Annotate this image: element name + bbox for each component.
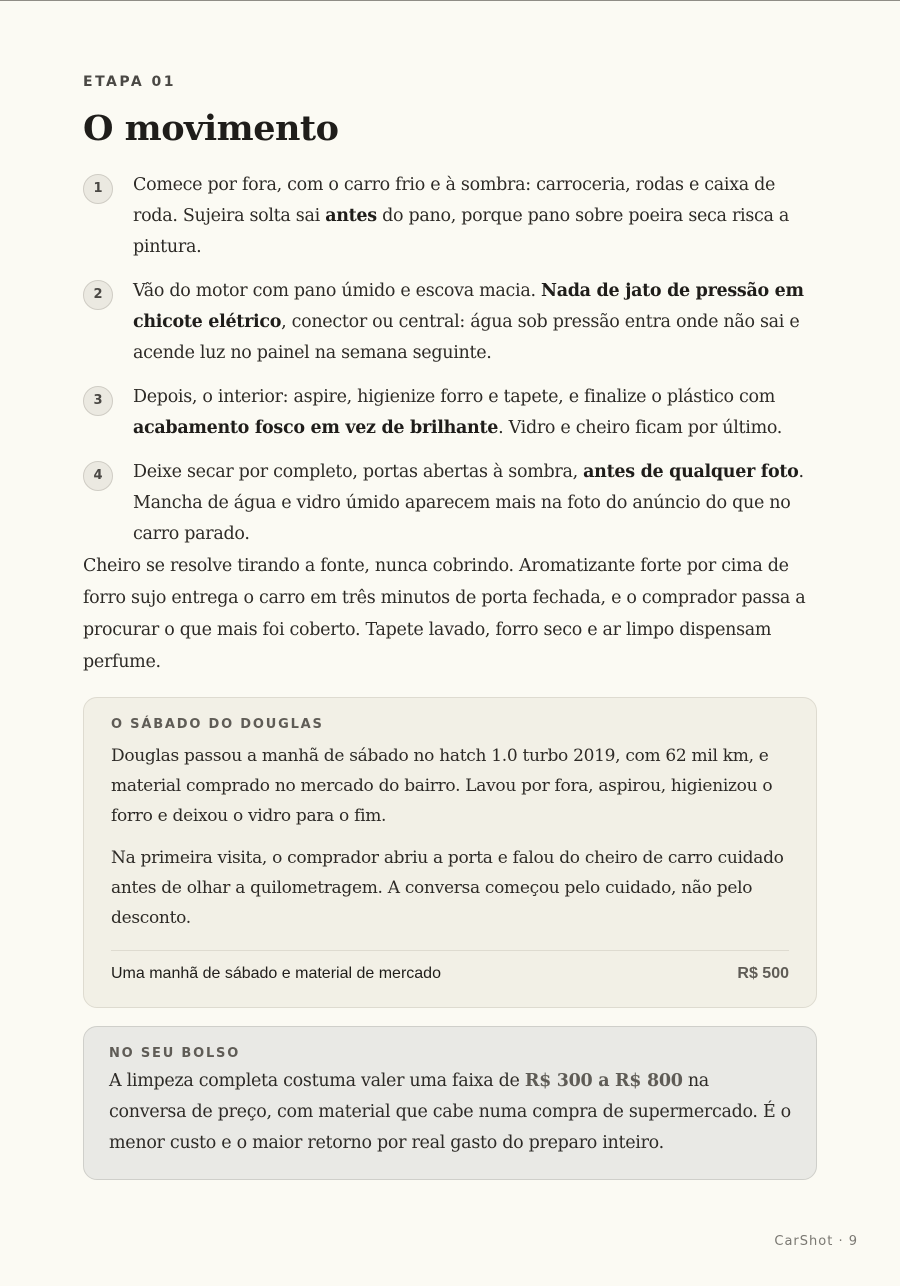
pocket-text: A limpeza completa costuma valer uma faixa de R$ 300 a R$ 800 na conversa de preço, com material que cabe numa compra de supermercado. É o menor custo e o maior retorno por real gasto do preparo inteiro.	[109, 1071, 791, 1153]
story-paragraph: Na primeira visita, o comprador abriu a porta e falou do cheiro de carro cuidado antes de olhar a quilometragem. A conversa começou pelo cuidado, não pelo desconto.	[111, 848, 784, 928]
step-text: Deixe secar por completo, portas abertas à sombra, antes de qualquer foto. Mancha de água e vidro úmido aparecem mais na foto do anúncio do que no carro parado.	[133, 462, 804, 544]
emphasis-text: R$ 300 a R$ 800	[524, 1071, 683, 1091]
step-item	[83, 170, 817, 263]
body-paragraph: Cheiro se resolve tirando a fonte, nunca cobrindo. Aromatizante forte por cima de forro sujo entrega o carro em três minutos de porta fechada, e o comprador passa a procurar o que mais foi coberto. Tapete lavado, forro seco e ar limpo dispensam perfume.	[83, 556, 806, 672]
story-paragraph: Douglas passou a manhã de sábado no hatch 1.0 turbo 2019, com 62 mil km, e material comprado no mercado do bairro. Lavou por fora, aspirou, higienizou o forro e deixou o vidro para o fim.	[111, 746, 773, 826]
step-text: Comece por fora, com o carro frio e à sombra: carroceria, rodas e caixa de roda. Sujeira solta sai antes do pano, porque pano sobre poeira seca risca a pintura.	[133, 175, 790, 257]
steps-list	[83, 170, 817, 563]
pocket-label: NO SEU BOLSO	[109, 1046, 241, 1061]
emphasis-text: acabamento fosco em vez de brilhante	[133, 418, 499, 438]
step-number-badge: 1	[83, 174, 113, 204]
emphasis-text: Nada de jato de pressão em chicote elétrico	[133, 281, 804, 332]
section-eyebrow: ETAPA 01	[83, 74, 177, 90]
step-number-badge: 2	[83, 280, 113, 310]
step-item	[83, 382, 817, 444]
emphasis-text: antes de qualquer foto	[583, 462, 799, 482]
story-footer-price: R$ 500	[737, 965, 789, 982]
step-number-badge: 3	[83, 386, 113, 416]
step-text: Depois, o interior: aspire, higienize forro e tapete, e finalize o plástico com acabamento fosco em vez de brilhante. Vidro e cheiro ficam por último.	[133, 387, 783, 438]
step-number-badge: 4	[83, 461, 113, 491]
page-title: O movimento	[83, 108, 339, 149]
story-footer-caption: Uma manhã de sábado e material de mercado	[111, 965, 441, 982]
top-rule	[0, 0, 900, 1]
story-callout	[83, 697, 817, 1008]
page-footer: CarShot · 9	[774, 1234, 858, 1249]
step-item	[83, 457, 817, 550]
step-item	[83, 276, 817, 369]
step-text: Vão do motor com pano úmido e escova macia. Nada de jato de pressão em chicote elétrico, conector ou central: água sob pressão entra onde não sai e acende luz no painel na semana seguinte.	[133, 281, 804, 363]
story-footer	[111, 950, 789, 983]
pocket-callout	[83, 1026, 817, 1180]
emphasis-text: antes	[325, 206, 377, 226]
story-label: O SÁBADO DO DOUGLAS	[111, 717, 324, 732]
